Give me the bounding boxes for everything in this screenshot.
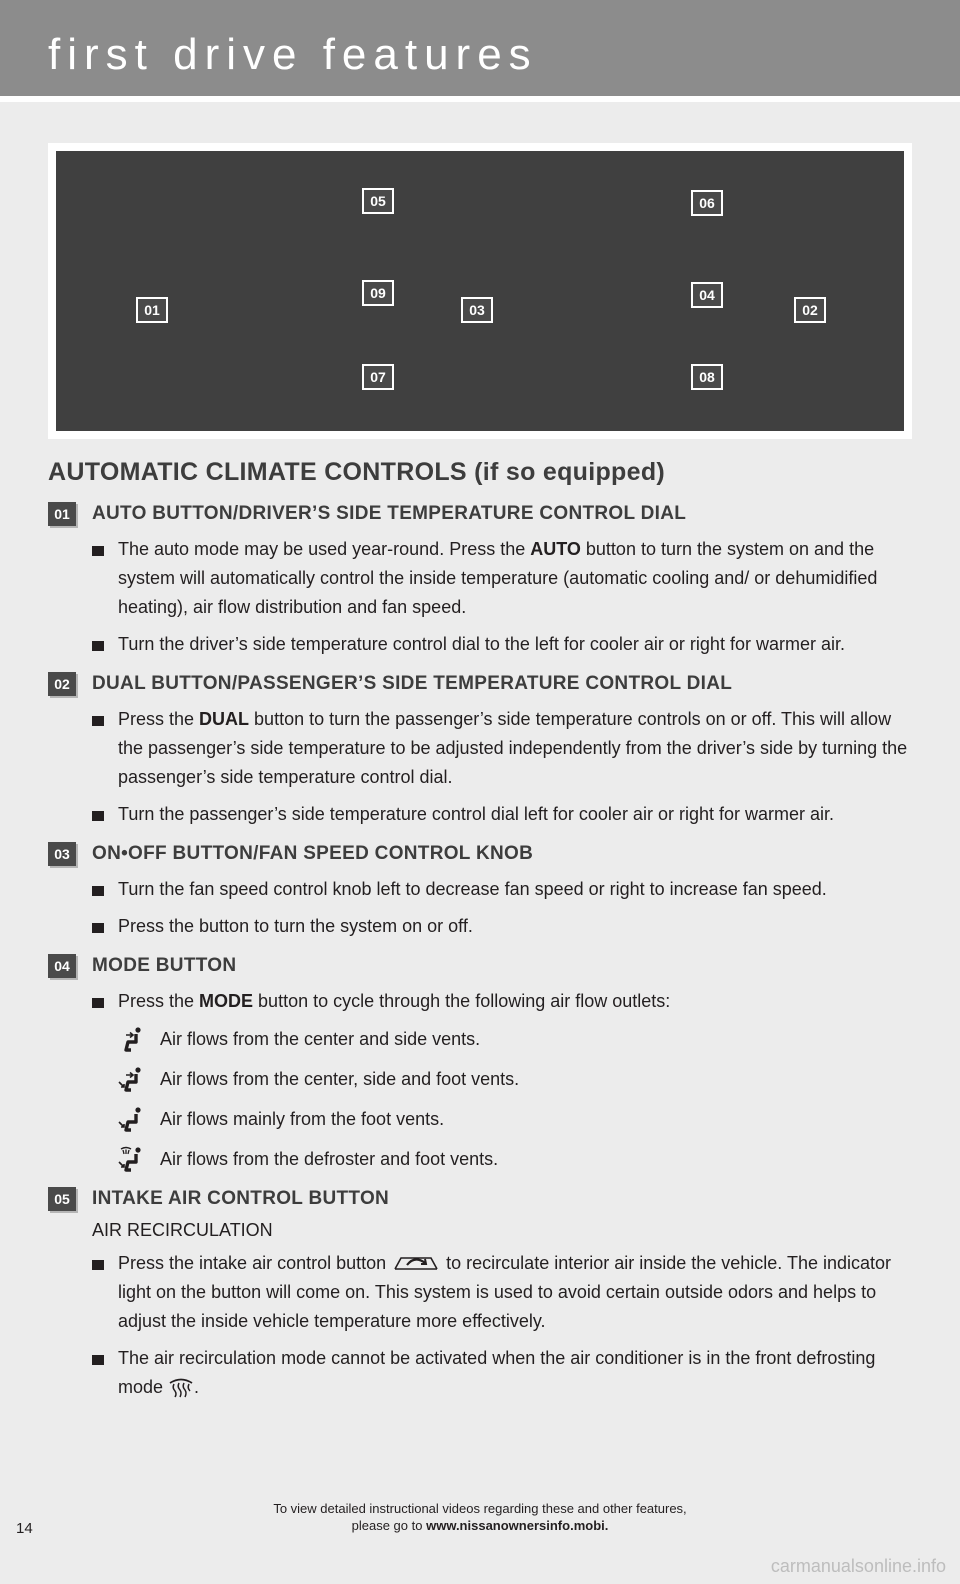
section-04 — [48, 953, 918, 1174]
callout-07: 07 — [362, 364, 394, 390]
callout-04: 04 — [691, 282, 723, 308]
section-main-title: AUTOMATIC CLIMATE CONTROLS (if so equipped) — [48, 458, 666, 486]
page-header — [0, 0, 960, 96]
section-head — [48, 953, 918, 979]
content — [48, 458, 918, 1414]
callout-09: 09 — [362, 280, 394, 306]
section-number-badge: 02 — [48, 672, 76, 696]
callout-06: 06 — [691, 190, 723, 216]
recirculation-icon — [391, 1253, 441, 1275]
section-head — [48, 1186, 918, 1212]
footer-url-link[interactable]: www.nissanownersinfo.mobi. — [426, 1518, 609, 1533]
mode-row — [118, 1024, 918, 1054]
page-header-title: first drive features — [48, 30, 538, 79]
vent-defrost-foot-icon — [118, 1146, 146, 1172]
page-number: 14 — [16, 1520, 33, 1537]
vent-foot-icon — [118, 1106, 146, 1132]
mode-description: Air flows from the center, side and foot vents. — [160, 1068, 520, 1089]
callout-03: 03 — [461, 297, 493, 323]
mode-description: Air flows from the defroster and foot vents. — [160, 1148, 499, 1169]
climate-control-figure-frame — [48, 143, 912, 439]
callout-01: 01 — [136, 297, 168, 323]
section-number-badge: 04 — [48, 954, 76, 978]
section-05 — [48, 1186, 918, 1402]
section-number-badge: 05 — [48, 1187, 76, 1211]
bullet-item: Press the MODE button to cycle through the following air flow outlets: — [118, 987, 918, 1016]
mode-row — [118, 1144, 918, 1174]
watermark: carmanualsonline.info — [770, 1556, 946, 1576]
header-divider — [0, 96, 960, 102]
section-title: AUTO BUTTON/DRIVER’S SIDE TEMPERATURE CONTROL DIAL — [92, 503, 687, 524]
mode-description: Air flows from the center and side vents. — [160, 1028, 481, 1049]
callout-05: 05 — [362, 188, 394, 214]
section-head — [48, 501, 918, 527]
section-02 — [48, 671, 918, 829]
callout-08: 08 — [691, 364, 723, 390]
section-01 — [48, 501, 918, 659]
bullet-item: Turn the passenger’s side temperature control dial left for cooler air or right for warmer air. — [118, 800, 918, 829]
mode-row — [118, 1064, 918, 1094]
section-03 — [48, 841, 918, 941]
climate-control-panel-figure — [56, 151, 904, 431]
bullet-item: Press the DUAL button to turn the passenger’s side temperature controls on or off. This will allow the passenger’s side temperature to be adjusted independently from the driver’s side by turning the passenger’s side temperature control dial. — [118, 705, 918, 792]
vent-face-icon — [118, 1026, 146, 1052]
callout-02: 02 — [794, 297, 826, 323]
section-title: INTAKE AIR CONTROL BUTTON — [92, 1188, 390, 1209]
footer-line: To view detailed instructional videos regarding these and other features, — [273, 1501, 687, 1516]
section-head — [48, 841, 918, 867]
page-footer — [0, 1500, 960, 1534]
section-title: MODE BUTTON — [92, 955, 237, 976]
bullet-item: Press the intake air control button to recirculate interior air inside the vehicle. The indicator light on the button will come on. This system is used to avoid certain outside odors and helps to adjust the inside vehicle temperature more effectively. — [118, 1249, 918, 1336]
section-head — [48, 671, 918, 697]
mode-description: Air flows mainly from the foot vents. — [160, 1108, 445, 1129]
footer-line: please go to www.nissanownersinfo.mobi. — [351, 1518, 609, 1533]
vent-bilevel-icon — [118, 1066, 146, 1092]
defrost-icon — [168, 1377, 194, 1399]
mode-row — [118, 1104, 918, 1134]
section-title: DUAL BUTTON/PASSENGER’S SIDE TEMPERATURE CONTROL DIAL — [92, 673, 733, 694]
bullet-item: The air recirculation mode cannot be activated when the air conditioner is in the front defrosting mode . — [118, 1344, 918, 1402]
bullet-item: The auto mode may be used year-round. Press the AUTO button to turn the system on and the system will automatically control the inside temperature (automatic cooling and/ or dehumidified heating), air flow distribution and fan speed. — [118, 535, 918, 622]
bullet-item: Press the button to turn the system on or off. — [118, 912, 918, 941]
bullet-item: Turn the fan speed control knob left to decrease fan speed or right to increase fan speed. — [118, 875, 918, 904]
section-number-badge: 03 — [48, 842, 76, 866]
bullet-item: Turn the driver’s side temperature control dial to the left for cooler air or right for warmer air. — [118, 630, 918, 659]
section-title: ON•OFF BUTTON/FAN SPEED CONTROL KNOB — [92, 843, 534, 864]
section-number-badge: 01 — [48, 502, 76, 526]
section-subhead: AIR RECIRCULATION — [92, 1220, 273, 1240]
